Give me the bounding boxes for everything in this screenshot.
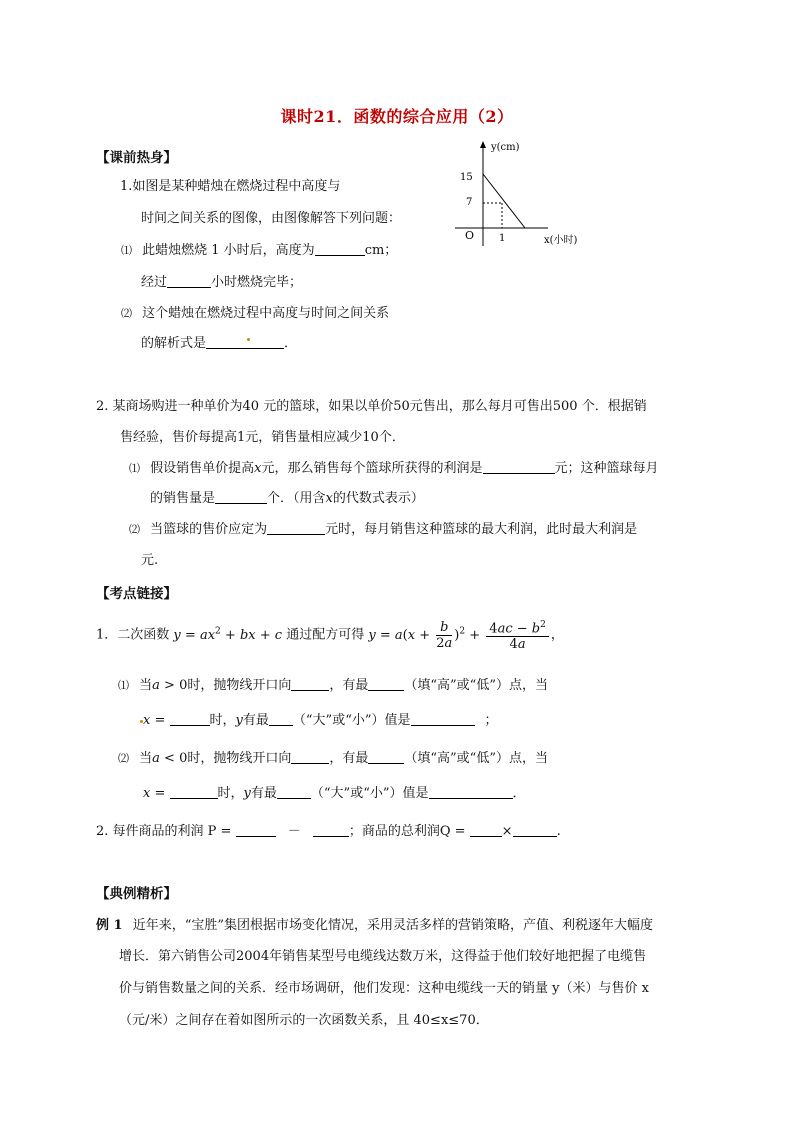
k1-p1-blank-x[interactable] (170, 711, 210, 726)
q1-part1-text: 此蜡烛燃烧 1 小时后，高度为 (142, 243, 315, 258)
k1-part2-number: ⑵ (118, 752, 129, 765)
x-tick-1: 1 (499, 233, 506, 244)
q2-part2-a: 当篮球的售价应定为 (150, 522, 268, 537)
margin-dot (140, 720, 143, 723)
k1-p2-blank-x[interactable] (170, 784, 218, 799)
q2-part1-b: 元，那么销售每个篮球所获得的利润是 (261, 461, 483, 476)
q1-blank-formula[interactable] (206, 334, 284, 349)
x-axis-label: x(小时) (544, 235, 578, 246)
k2-c: ；商品的总利润Q = (348, 824, 470, 839)
y-tick-7: 7 (466, 197, 473, 208)
q2-line1: 2. 某商场购进一种单价为40 元的篮球，如果以单价50元售出，那么每月可售出500 个．根据销 (96, 399, 647, 414)
k2-minus: － (283, 824, 305, 839)
q2-var-x2: x (325, 491, 333, 506)
k1-part2-a: 当 (139, 751, 153, 766)
section-examples-heading: 【典例精析】 (96, 886, 177, 902)
q1-blank-hours[interactable] (167, 273, 211, 288)
ex1-line1 (96, 914, 653, 933)
k1-part2-h: ． (512, 786, 526, 801)
q1-part1-d: 小时燃烧完毕； (211, 275, 303, 290)
k1-part2-line2 (143, 782, 526, 801)
condition-a-negative: a < 0 (152, 751, 188, 766)
k1-p1-blank-direction[interactable] (291, 676, 329, 691)
k2-blank-quantity[interactable] (513, 822, 557, 837)
k1-part1-number: ⑴ (118, 679, 129, 692)
k1-mid: 通过配方可得 (286, 627, 365, 643)
section-links-heading: 【考点链接】 (96, 586, 177, 602)
quadratic-vertex-form: y = a(x + $\frac{b}{2a}$ )$^2$ + $\frac{4ac - b^2}{4a}$ (368, 628, 550, 643)
q2-part1-c: 元；这种篮球每月 (554, 461, 659, 476)
k2-blank-cost[interactable] (313, 822, 349, 837)
page-title: 课时21．函数的综合应用（2） (280, 107, 514, 126)
k1-p1-blank-maxmin[interactable] (269, 711, 293, 726)
k1-part1 (118, 674, 548, 693)
k2-times: × (501, 824, 513, 839)
k1-p1-blank-highlow[interactable] (368, 676, 404, 691)
q2-part1-number: ⑴ (129, 462, 140, 475)
ex1-line4: （元/米）之间存在着如图所示的一次函数关系，且 40≤x≤70． (119, 1013, 489, 1028)
condition-a-positive: a > 0 (152, 678, 188, 693)
y-tick-15: 15 (460, 172, 473, 183)
k1-part1-h: ； (484, 713, 498, 728)
q2-part2-b: 元时，每月销售这种篮球的最大利润，此时最大利润是 (325, 522, 638, 537)
q1-part2-line2 (141, 332, 297, 351)
k1-part2-e: 时， (217, 786, 244, 801)
q1-part2 (121, 302, 389, 321)
q1-part2-text: 这个蜡烛在燃烧过程中高度与时间之间关系 (142, 306, 390, 321)
k1-p1-var-y: y (235, 713, 243, 728)
q2-blank-profit[interactable] (483, 459, 555, 474)
k1-p2-blank-value[interactable] (429, 784, 513, 799)
k1-part2-d: （填“高”或“低”）点，当 (404, 751, 548, 766)
quadratic-general-form: $y = ax^2$ + bx + c (173, 626, 283, 643)
k1-part2-b: 时，抛物线开口向 (187, 751, 292, 766)
k2-blank-price[interactable] (236, 822, 276, 837)
q2-part2 (129, 518, 637, 537)
k1-part1-b: 时，抛物线开口向 (187, 678, 292, 693)
k1-p2-var-y: y (243, 786, 251, 801)
y-axis-arrow (480, 141, 486, 148)
q1-blank-height[interactable] (315, 241, 365, 256)
k1-part1-c: ，有最 (329, 678, 369, 693)
k1-p1-x-eq: x = (143, 713, 170, 728)
q1-part2-number: ⑵ (121, 307, 132, 320)
q2-part1-a: 假设销售单价提高 (150, 461, 255, 476)
ex1-line3: 价与销售数量之间的关系．经市场调研，他们发现：这种电缆线一天的销量 y（米）与售价 x (119, 981, 649, 996)
k1-lead: 1．二次函数 (96, 627, 170, 643)
k2-a: 2. 每件商品的利润 P = (96, 824, 236, 839)
ex1-line1-text: 近年来，“宝胜”集团根据市场变化情况，采用灵活多样的营销策略，产值、利税逐年大幅度 (132, 918, 654, 933)
q1-part2-b: 的解析式是 (141, 336, 207, 351)
q2-blank-volume[interactable] (215, 489, 267, 504)
q2-part2-line2: 元. (141, 553, 159, 568)
burn-line (483, 174, 525, 228)
q1-part2-c: ． (284, 336, 298, 351)
k1-part1-line2 (143, 709, 498, 728)
k1-p1-blank-value[interactable] (411, 711, 475, 726)
q1-line1: 1.如图是某种蜡烛在燃烧过程中高度与 (120, 179, 341, 194)
k1-part2 (118, 747, 548, 766)
k1-part1-f: 有最 (242, 713, 269, 728)
q1-part1-c: 经过 (141, 275, 168, 290)
k1-part2-f: 有最 (250, 786, 277, 801)
q2-part1 (129, 457, 659, 476)
q2-part1-line2 (150, 487, 424, 506)
k1-part1-g: （“大”或“小”）值是 (292, 713, 411, 728)
k1-part2-c: ，有最 (329, 751, 369, 766)
q2-blank-price[interactable] (267, 520, 325, 535)
k2-e: . (556, 824, 561, 839)
k1-formula-line (96, 618, 564, 652)
k2-blank-unit-profit[interactable] (470, 822, 502, 837)
q1-part1-number: ⑴ (121, 244, 132, 257)
q2-part2-number: ⑵ (129, 523, 140, 536)
k1-part1-d: （填“高”或“低”）点，当 (404, 678, 548, 693)
q2-line2: 售经验，售价每提高1元，销售量相应减少10个． (120, 430, 405, 445)
q2-part1-d: 的销售量是 (150, 491, 216, 506)
section-warmup-heading: 【课前热身】 (96, 150, 177, 166)
k1-p2-blank-highlow[interactable] (368, 749, 404, 764)
q2-part1-g: 的代数式表示） (332, 491, 424, 506)
candle-graph (440, 138, 590, 253)
k1-part2-g: （“大”或“小”）值是 (310, 786, 429, 801)
ex1-line2: 增长．第六销售公司2004年销售某型号电缆线达数万米，这得益于他们较好地把握了电缆售 (119, 949, 647, 964)
k1-part1-a: 当 (139, 678, 153, 693)
k1-part1-e: 时， (209, 713, 236, 728)
ex1-label: 例 1 (96, 918, 123, 933)
k1-p2-x-eq: x = (143, 786, 170, 801)
k1-p2-blank-direction[interactable] (291, 749, 329, 764)
k2-line (96, 820, 561, 839)
k1-p2-blank-maxmin[interactable] (277, 784, 311, 799)
q1-part1-unit: cm； (364, 243, 398, 258)
margin-dot (247, 338, 250, 341)
k1-end: ， (550, 627, 564, 643)
q1-line2: 时间之间关系的图像，由图像解答下列问题： (141, 211, 402, 226)
q1-part1-line2 (141, 271, 302, 290)
origin-label: O (465, 229, 475, 242)
q2-part1-e: 个．（用含 (267, 491, 326, 506)
q2-var-x: x (254, 461, 262, 476)
q1-part1 (121, 239, 397, 258)
y-axis-label: y(cm) (491, 142, 520, 153)
